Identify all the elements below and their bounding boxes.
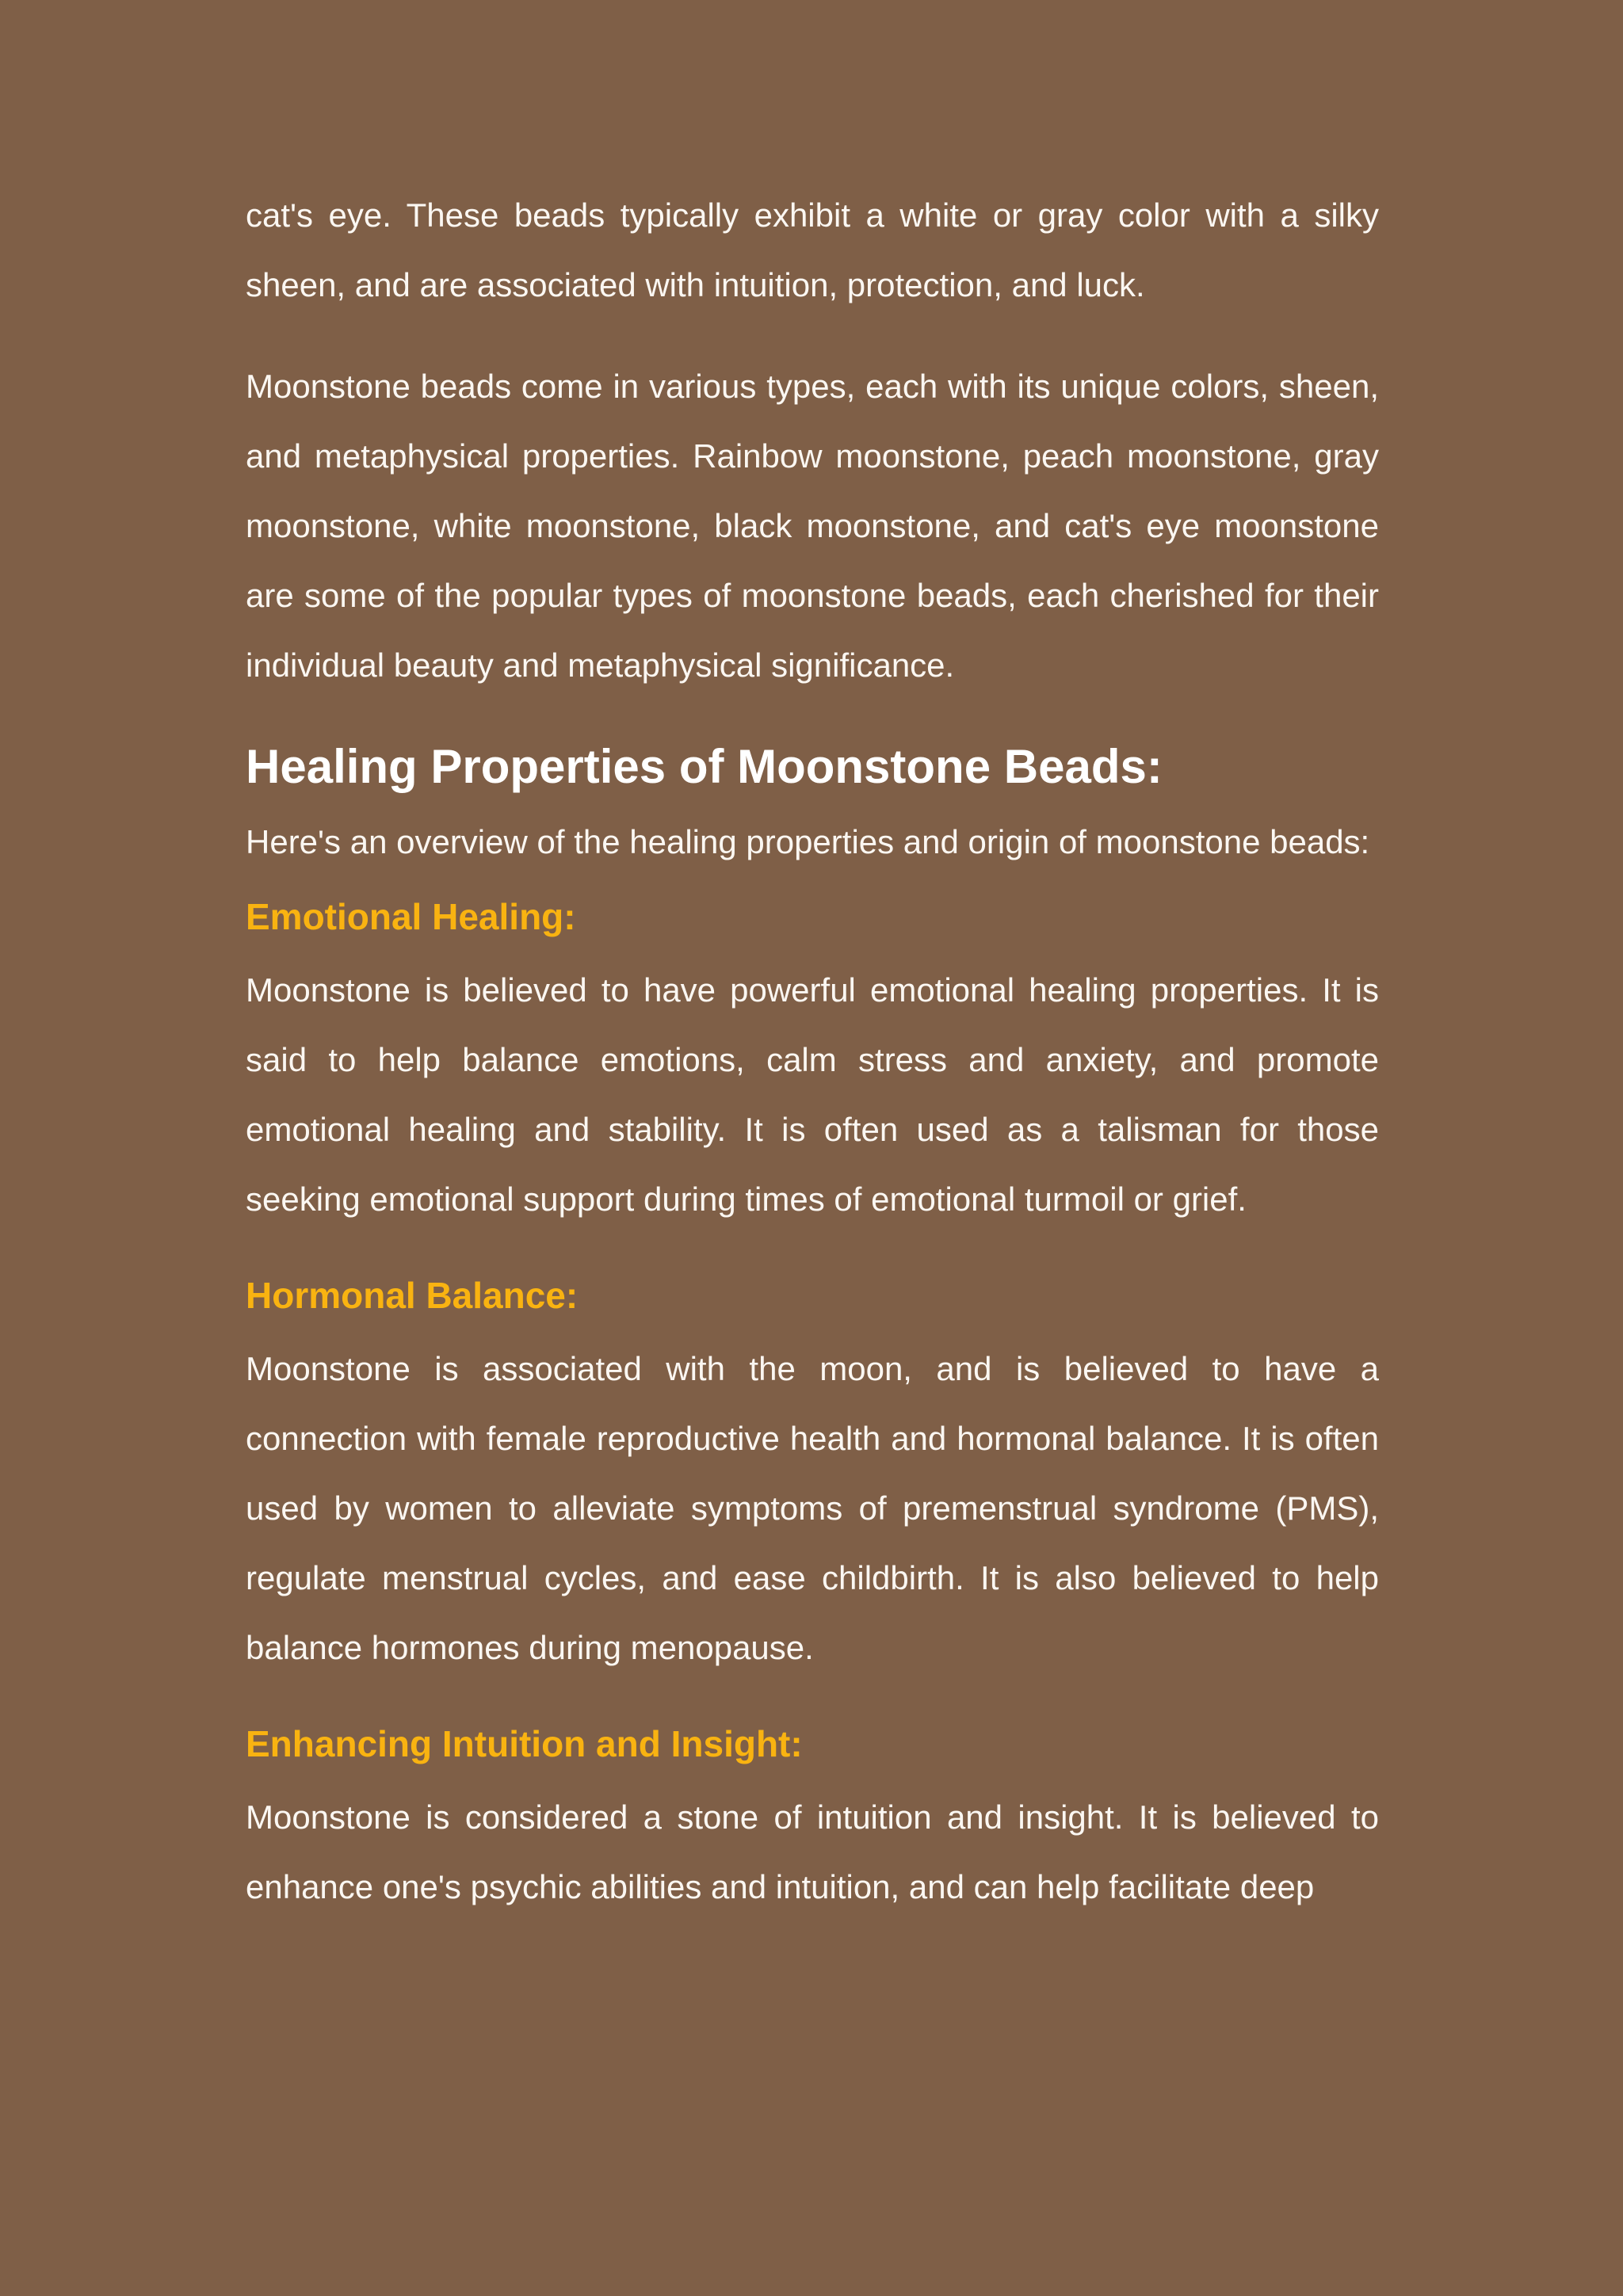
intro-paragraph: Here's an overview of the healing properties and origin of moonstone beads: — [246, 823, 1370, 860]
paragraph-hormonal-balance: Moonstone is associated with the moon, and is believed to have a connection with female reproductive health and hormonal balance. It is often used by women to alleviate symptoms of premenstrual syndrome (PMS), regulate menstrual cycles, and ease childbirth. It is also believed to help balance hormones during menopause. — [246, 1350, 1379, 1666]
paragraph-emotional-healing: Moonstone is believed to have powerful emotional healing properties. It is said to help balance emotions, calm stress and anxiety, and promote emotional healing and stability. It is often used as a talisman for those seeking emotional support during times of emotional turmoil or grief. — [246, 971, 1379, 1218]
paragraph-cats-eye: cat's eye. These beads typically exhibit a white or gray color with a silky sheen, and are associated with intuition, protection, and luck. — [246, 196, 1379, 303]
section-heading-healing-properties: Healing Properties of Moonstone Beads: — [246, 740, 1163, 793]
subheading-hormonal-balance: Hormonal Balance: — [246, 1275, 579, 1316]
subheading-enhancing-intuition: Enhancing Intuition and Insight: — [246, 1723, 803, 1764]
subheading-emotional-healing: Emotional Healing: — [246, 896, 576, 937]
page-content — [246, 181, 1379, 1922]
paragraph-enhancing-intuition: Moonstone is considered a stone of intuition and insight. It is believed to enhance one's psychic abilities and intuition, and can help facilitate deep — [246, 1798, 1379, 1905]
paragraph-moonstone-types: Moonstone beads come in various types, each with its unique colors, sheen, and metaphysical properties. Rainbow moonstone, peach moonstone, gray moonstone, white moonstone, black moonstone, and cat's eye moonstone are some of the popular types of moonstone beads, each cherished for their individual beauty and metaphysical significance. — [246, 368, 1379, 684]
